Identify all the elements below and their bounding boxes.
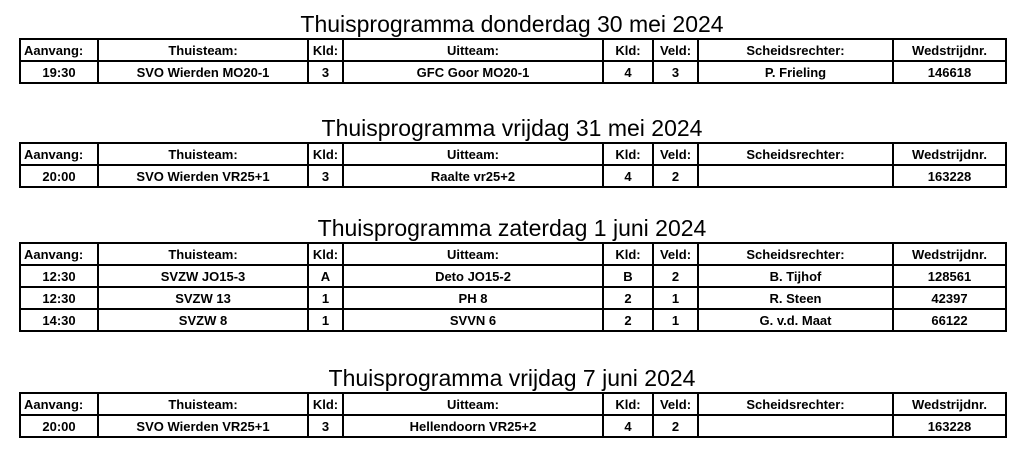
cell-veld: 2 [653,415,698,437]
cell-scheidsrechter: R. Steen [698,287,893,309]
header-thuisteam: Thuisteam: [98,393,308,415]
header-kld-home: Kld: [308,143,343,165]
cell-kld-home: 3 [308,415,343,437]
cell-uitteam: Hellendoorn VR25+2 [343,415,603,437]
table-row [20,265,1006,287]
header-kld-home: Kld: [308,393,343,415]
cell-wedstrijdnr: 163228 [893,415,1006,437]
section-title: Thuisprogramma vrijdag 31 mei 2024 [321,115,703,141]
header-uitteam: Uitteam: [343,243,603,265]
cell-kld-away: 4 [603,61,653,83]
header-kld-home: Kld: [308,39,343,61]
cell-thuisteam: SVZW JO15-3 [98,265,308,287]
cell-veld: 1 [653,287,698,309]
header-thuisteam: Thuisteam: [98,39,308,61]
cell-veld: 2 [653,265,698,287]
header-wedstrijdnr: Wedstrijdnr. [893,393,1006,415]
cell-wedstrijdnr: 146618 [893,61,1006,83]
schedule-table [19,142,1007,188]
cell-kld-away: 4 [603,165,653,187]
schedule-table [19,242,1007,332]
header-scheidsrechter: Scheidsrechter: [698,143,893,165]
header-kld-away: Kld: [603,243,653,265]
cell-wedstrijdnr: 42397 [893,287,1006,309]
table-row [20,287,1006,309]
cell-kld-home: 3 [308,165,343,187]
header-uitteam: Uitteam: [343,393,603,415]
header-scheidsrechter: Scheidsrechter: [698,39,893,61]
header-veld: Veld: [653,143,698,165]
cell-aanvang: 19:30 [20,61,98,83]
cell-thuisteam: SVZW 8 [98,309,308,331]
header-scheidsrechter: Scheidsrechter: [698,243,893,265]
schedule-table [19,392,1007,438]
header-uitteam: Uitteam: [343,39,603,61]
table-row [20,165,1006,187]
header-row [20,393,1006,415]
cell-aanvang: 12:30 [20,265,98,287]
header-kld-away: Kld: [603,39,653,61]
cell-scheidsrechter [698,415,893,437]
header-aanvang: Aanvang: [20,143,98,165]
header-thuisteam: Thuisteam: [98,143,308,165]
cell-aanvang: 20:00 [20,415,98,437]
header-aanvang: Aanvang: [20,243,98,265]
table-row [20,415,1006,437]
cell-aanvang: 20:00 [20,165,98,187]
header-row [20,243,1006,265]
header-wedstrijdnr: Wedstrijdnr. [893,243,1006,265]
header-row [20,39,1006,61]
cell-uitteam: Deto JO15-2 [343,265,603,287]
cell-kld-home: 3 [308,61,343,83]
header-uitteam: Uitteam: [343,143,603,165]
table-row [20,61,1006,83]
cell-thuisteam: SVO Wierden MO20-1 [98,61,308,83]
schedule-table [19,38,1007,84]
schedule-section-4 [19,364,1005,438]
section-title: Thuisprogramma zaterdag 1 juni 2024 [317,215,707,241]
cell-scheidsrechter: B. Tijhof [698,265,893,287]
cell-wedstrijdnr: 66122 [893,309,1006,331]
header-kld-home: Kld: [308,243,343,265]
section-title: Thuisprogramma donderdag 30 mei 2024 [300,11,724,37]
schedule-section-2 [19,114,1005,188]
cell-uitteam: Raalte vr25+2 [343,165,603,187]
schedule-section-3 [19,214,1005,332]
cell-thuisteam: SVO Wierden VR25+1 [98,165,308,187]
header-wedstrijdnr: Wedstrijdnr. [893,39,1006,61]
cell-kld-home: 1 [308,287,343,309]
cell-uitteam: SVVN 6 [343,309,603,331]
cell-kld-away: 2 [603,309,653,331]
cell-thuisteam: SVO Wierden VR25+1 [98,415,308,437]
cell-wedstrijdnr: 163228 [893,165,1006,187]
cell-kld-home: 1 [308,309,343,331]
header-row [20,143,1006,165]
schedule-section-1 [19,10,1005,84]
cell-kld-home: A [308,265,343,287]
cell-thuisteam: SVZW 13 [98,287,308,309]
header-veld: Veld: [653,393,698,415]
cell-wedstrijdnr: 128561 [893,265,1006,287]
header-aanvang: Aanvang: [20,393,98,415]
cell-veld: 2 [653,165,698,187]
header-wedstrijdnr: Wedstrijdnr. [893,143,1006,165]
cell-aanvang: 14:30 [20,309,98,331]
header-kld-away: Kld: [603,143,653,165]
header-veld: Veld: [653,39,698,61]
header-aanvang: Aanvang: [20,39,98,61]
table-row [20,309,1006,331]
cell-scheidsrechter: G. v.d. Maat [698,309,893,331]
cell-kld-away: 4 [603,415,653,437]
cell-kld-away: B [603,265,653,287]
cell-veld: 1 [653,309,698,331]
cell-uitteam: PH 8 [343,287,603,309]
header-scheidsrechter: Scheidsrechter: [698,393,893,415]
header-thuisteam: Thuisteam: [98,243,308,265]
section-title: Thuisprogramma vrijdag 7 juni 2024 [328,365,696,391]
cell-scheidsrechter: P. Frieling [698,61,893,83]
cell-scheidsrechter [698,165,893,187]
cell-veld: 3 [653,61,698,83]
cell-aanvang: 12:30 [20,287,98,309]
cell-kld-away: 2 [603,287,653,309]
header-kld-away: Kld: [603,393,653,415]
header-veld: Veld: [653,243,698,265]
cell-uitteam: GFC Goor MO20-1 [343,61,603,83]
